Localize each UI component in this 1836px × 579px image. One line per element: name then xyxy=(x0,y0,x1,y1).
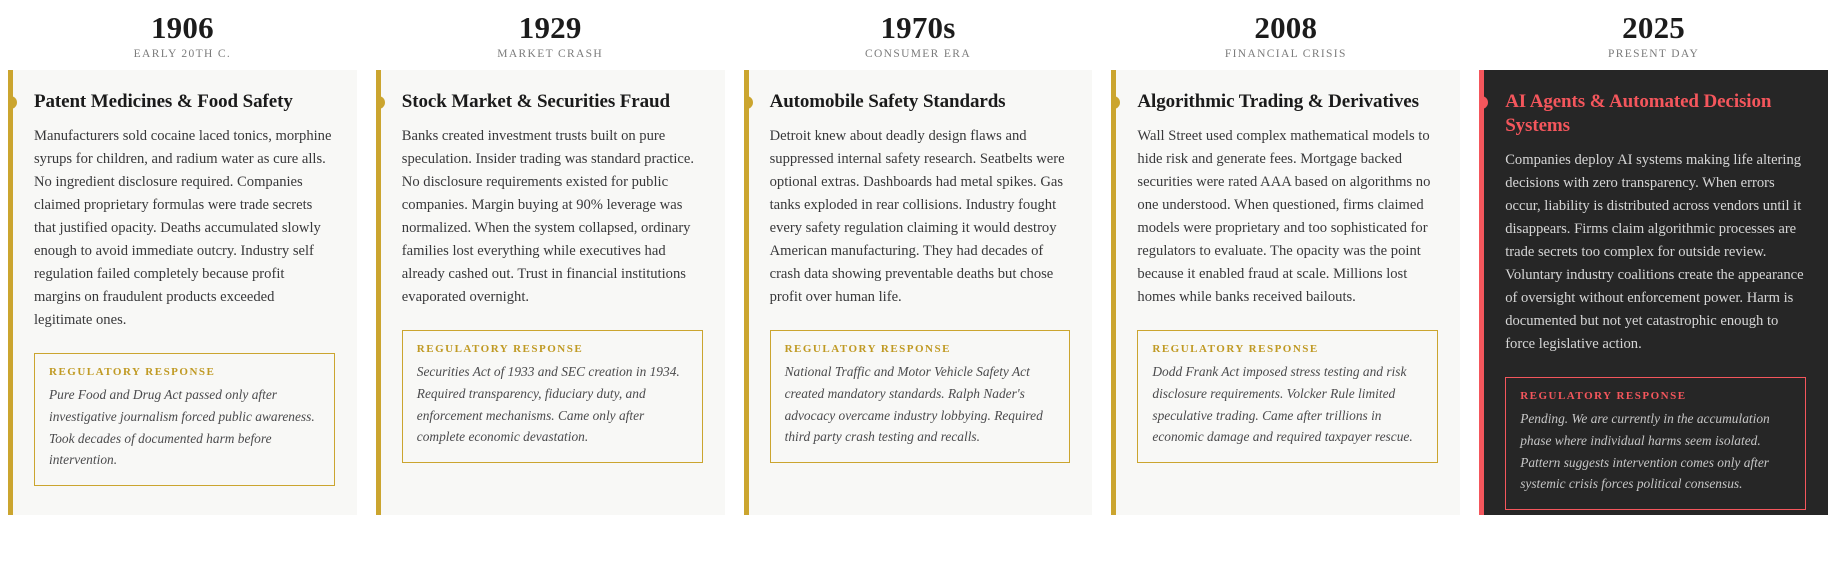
regulatory-response-label: REGULATORY RESPONSE xyxy=(1520,390,1687,403)
era-label: EARLY 20TH C. xyxy=(133,47,232,60)
era-card[interactable] xyxy=(1111,70,1460,515)
regulatory-response-label: REGULATORY RESPONSE xyxy=(784,343,951,356)
era-year: 1970s xyxy=(880,10,956,45)
era-body: Wall Street used complex mathematical models to hide risk and generate fees. Mortgage backed securities were rated AAA based on algorithms no one understood. When questioned, firms claimed models were proprietary and too sophisticated for regulators to evaluate. The opacity was the point because it enabled fraud at scale. Millions lost homes while banks received bailouts. xyxy=(1137,127,1431,306)
era-accent-bar xyxy=(744,70,749,515)
era-card[interactable] xyxy=(1479,70,1828,515)
era-accent-bar xyxy=(1111,70,1116,515)
era-year: 2025 xyxy=(1622,10,1685,45)
regulatory-response-text: Dodd Frank Act imposed stress testing and risk disclosure requirements. Volcker Rule limited speculative trading. Came after trillions in economic damage and required taxpayer rescue. xyxy=(1152,364,1413,445)
regulatory-response-text: Pure Food and Drug Act passed only after investigative journalism forced public awareness. Took decades of documented harm before intervention. xyxy=(49,387,315,468)
era-title: Stock Market & Securities Fraud xyxy=(401,90,670,112)
era-label: CONSUMER ERA xyxy=(865,47,971,60)
regulatory-response-text: Securities Act of 1933 and SEC creation in 1934. Required transparency, fiduciary duty, and enforcement mechanisms. Came only after complete economic devastation. xyxy=(416,364,680,445)
era-header xyxy=(8,12,357,70)
timeline-era xyxy=(1111,12,1460,515)
era-label: MARKET CRASH xyxy=(497,47,604,60)
regulatory-response-box xyxy=(34,353,335,486)
regulatory-response-box xyxy=(1137,330,1438,463)
era-year: 1906 xyxy=(150,10,214,45)
era-card[interactable] xyxy=(744,70,1093,515)
era-marker-dot-icon xyxy=(744,96,753,109)
era-header xyxy=(376,12,725,70)
era-body: Banks created investment trusts built on pure speculation. Insider trading was standard practice. No disclosure requirements existed for public companies. Margin buying at 90% leverage was normalized. When the system collapsed, ordinary families lost everything while executives had already cashed out. Trust in financial institutions evaporated overnight. xyxy=(401,127,694,306)
timeline-era xyxy=(8,12,357,515)
era-title: AI Agents & Automated Decision Systems xyxy=(1505,90,1772,136)
regulatory-response-box xyxy=(770,330,1071,463)
regulatory-response-label: REGULATORY RESPONSE xyxy=(49,366,216,379)
regulatory-response-label: REGULATORY RESPONSE xyxy=(1152,343,1319,356)
era-card[interactable] xyxy=(8,70,357,515)
regulatory-response-label: REGULATORY RESPONSE xyxy=(416,343,584,356)
regulatory-response-box xyxy=(402,330,703,463)
era-body: Companies deploy AI systems making life altering decisions with zero transparency. When errors occur, liability is distributed across vendors until it disappears. Firms claim algorithmic processes are trade secrets too complex for outside review. Voluntary industry coalitions create the appearance of oversight without enforcement power. Harm is documented but not yet catastrophic enough to force legislative action. xyxy=(1505,151,1804,353)
era-accent-bar xyxy=(376,70,381,515)
era-marker-dot-icon xyxy=(8,96,17,109)
era-label: PRESENT DAY xyxy=(1607,47,1700,60)
regulatory-response-text: Pending. We are currently in the accumulation phase where individual harms seem isolated. Pattern suggests intervention comes only after systemic crisis forces political consensus. xyxy=(1520,411,1770,492)
era-accent-bar xyxy=(1479,70,1484,515)
timeline-era xyxy=(376,12,725,515)
era-year: 2008 xyxy=(1254,10,1318,45)
era-marker-dot-icon xyxy=(1111,96,1120,109)
timeline-era xyxy=(1479,12,1828,515)
era-body: Manufacturers sold cocaine laced tonics, morphine syrups for children, and radium water as cure alls. No ingredient disclosure required. Companies claimed proprietary formulas were trade secrets that justified opacity. Deaths accumulated slowly enough to avoid immediate outcry. Industry self regulation failed completely because profit margins on fraudulent products exceeded legitimate ones. xyxy=(34,127,332,329)
era-marker-dot-icon xyxy=(1479,96,1488,109)
era-title: Algorithmic Trading & Derivatives xyxy=(1137,90,1419,112)
era-card[interactable] xyxy=(376,70,725,515)
regulatory-response-box xyxy=(1505,377,1806,510)
timeline-era xyxy=(744,12,1093,515)
era-header xyxy=(1111,12,1460,70)
era-accent-bar xyxy=(8,70,13,515)
regulatory-response-text: National Traffic and Motor Vehicle Safety Act created mandatory standards. Ralph Nader's advocacy overcame industry lobbying. Required third party crash testing and recalls. xyxy=(784,364,1043,445)
era-year: 1929 xyxy=(518,10,582,45)
era-header xyxy=(744,12,1093,70)
era-title: Patent Medicines & Food Safety xyxy=(34,90,293,112)
era-body: Detroit knew about deadly design flaws and suppressed internal safety research. Seatbelts were optional extras. Dashboards had metal spikes. Gas tanks exploded in rear collisions. Industry fought every safety regulation claiming it would destroy American manufacturing. They had decades of crash data showing preventable deaths but chose profit over human life. xyxy=(769,127,1065,306)
era-marker-dot-icon xyxy=(376,96,385,109)
era-title: Automobile Safety Standards xyxy=(769,90,1006,112)
era-header xyxy=(1479,12,1828,70)
era-label: FINANCIAL CRISIS xyxy=(1224,47,1347,60)
